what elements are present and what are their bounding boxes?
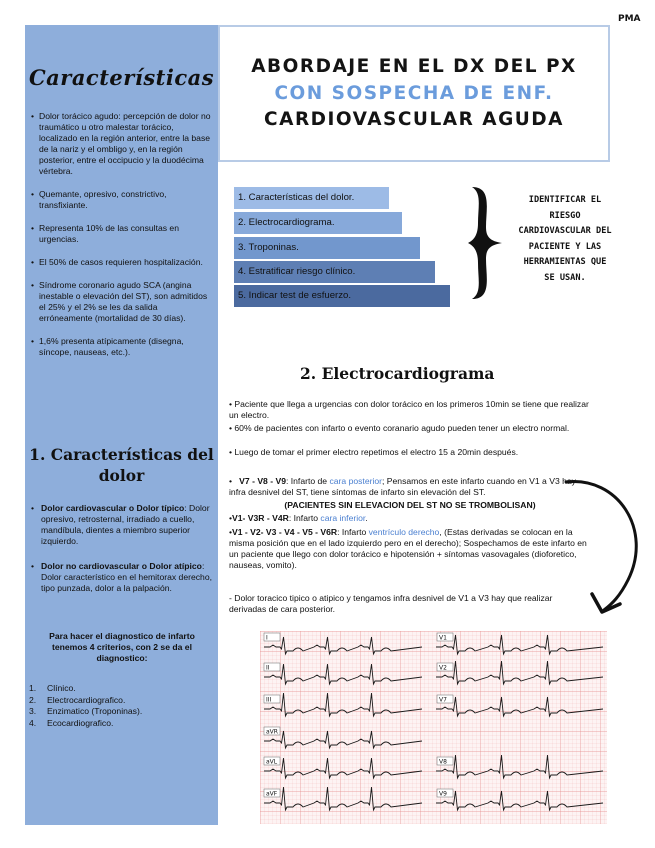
ecg-lead-label-v9	[437, 789, 453, 798]
ecg-lead-label-iii	[264, 695, 280, 704]
list-item: • Dolor torácico agudo: percepción de dolor no traumático u otro malestar torácico, localizado en la región anterior, entre la base de la nariz y el ombligo y, en la región posterior, entre el occipucio y la duodécima vértebra.	[31, 111, 213, 177]
criteria-number: 2.	[29, 694, 37, 705]
ecg-lead-label-v1	[437, 633, 453, 642]
pain-type-label: Dolor no cardiovascular o Dolor atípico	[41, 561, 202, 571]
page-title-line1: ABORDAJE EN EL DX DEL PX	[251, 56, 577, 77]
pain-types-list	[31, 503, 215, 608]
text-span: : Infarto de	[285, 476, 330, 486]
list-item: • Representa 10% de las consultas en urgencias.	[31, 223, 213, 245]
characteristics-list	[31, 111, 213, 370]
ecg-lead-label-i	[264, 633, 280, 642]
right-leads: V1 - V2- V3 - V4 - V5 - V6R	[232, 527, 338, 537]
paragraph: • 60% de pacientes con infarto o evento coranario agudo pueden tener un electro normal.	[229, 423, 570, 433]
page-title-line3: CARDIOVASCULAR AGUDA	[264, 109, 564, 130]
svg-text:II: II	[266, 664, 270, 672]
svg-text:III: III	[266, 696, 272, 704]
step-3: 3. Troponinas.	[234, 237, 420, 259]
criteria-text: Clínico.	[47, 683, 76, 693]
svg-text:I: I	[266, 634, 268, 642]
text-span: : Infarto	[337, 527, 369, 537]
inferior-leads: V1- V3R - V4R	[232, 513, 289, 523]
section1-title: 1. Características del dolor	[29, 445, 214, 485]
ecg-lead-label-ii	[264, 663, 280, 672]
ecg-lead-label-v7	[437, 695, 453, 704]
highlight-text: ventrículo derecho	[368, 527, 440, 537]
list-item: • Quemante, opresivo, constrictivo, transfixiante.	[31, 189, 213, 211]
page-title-line2: CON SOSPECHA DE ENF.	[274, 83, 554, 104]
criteria-number: 3.	[29, 706, 37, 716]
criteria-list	[29, 683, 213, 729]
highlight-text: cara posterior	[329, 476, 383, 486]
identify-line: SE USAN.	[544, 272, 586, 283]
criteria-title: Para hacer el diagnostico de infarto tenemos 4 criterios, con 2 se da el diagnostico:	[49, 631, 195, 663]
identify-line: RIESGO	[549, 210, 581, 221]
highlight-text: cara inferior	[320, 513, 366, 523]
ecg-image	[260, 631, 607, 824]
list-item: • Síndrome coronario agudo SCA (angina inestable o elevación del ST), son admitidos el 25% y el 2% se les da salida erróneamente (mortalidad de 30 días).	[31, 280, 213, 324]
no-thrombolysis-note: (PACIENTES SIN ELEVACION DEL ST NO SE TROMBOLISAN)	[284, 500, 536, 510]
svg-text:V8: V8	[439, 758, 447, 766]
svg-text:aVR: aVR	[266, 728, 278, 736]
ecg-lead-label-avf	[264, 789, 280, 798]
criteria-text: Ecocardiografico.	[47, 717, 114, 728]
curved-arrow-icon	[558, 470, 648, 625]
section2-title: 2. Electrocardiograma	[300, 364, 495, 383]
step-2: 2. Electrocardiograma.	[234, 212, 402, 234]
identify-line: IDENTIFICAR EL	[528, 195, 602, 205]
sidebar	[25, 25, 218, 825]
posterior-leads-paragraph: • V7 - V8 - V9: Infarto de cara posterior; Pensamos en este infarto cuando en V1 a V3 hay infra desnivel del ST, tiene síntomas de infarto sin elevación del ST.	[229, 476, 576, 497]
posterior-leads: V7 - V8 - V9	[239, 476, 286, 486]
pain-type-label: Dolor cardiovascular o Dolor típico	[41, 503, 185, 513]
list-item	[29, 683, 213, 695]
identify-risk-text	[509, 193, 621, 286]
list-item: • El 50% de casos requieren hospitalización.	[31, 257, 213, 268]
svg-text:V2: V2	[439, 664, 447, 672]
closing-paragraph: - Dolor toracico tipico o atipico y tengamos infra desnivel de V1 a V3 hay que realizar derivadas de cara posterior.	[229, 593, 553, 614]
text-span: ; Pensamos en este infarto cuando en V1 a V3 hay infra desnivel del ST, tiene síntomas de infarto sin elevación del ST.	[229, 476, 576, 497]
ecg-lead-label-v8	[437, 757, 453, 766]
text-span: : Infarto	[288, 513, 321, 523]
svg-text:aVL: aVL	[266, 758, 278, 766]
criteria-text: Electrocardiografico.	[47, 694, 126, 705]
step-1: 1. Características del dolor.	[234, 187, 389, 209]
step-5: 5. Indicar test de esfuerzo.	[234, 285, 450, 307]
step-4: 4. Estratificar riesgo clínico.	[234, 261, 435, 283]
ecg-lead-label-avr	[264, 727, 280, 736]
identify-line: CARDIOVASCULAR DEL	[518, 226, 612, 236]
text-span: , (Estas derivadas se colocan en la misma posición que en el lado izquierdo pero en el derecho); Sospechamos de este infarto en un paciente que llego con dolor torácico e hipotensión + síntomas vasovagales (dioforetico, nauseas, vomito).	[229, 527, 587, 570]
curly-brace-icon	[460, 183, 510, 303]
svg-text:V7: V7	[439, 696, 447, 704]
ecg-lead-label-avl	[264, 757, 280, 766]
criteria-text: Enzimatico (Troponinas).	[47, 706, 143, 716]
title-box	[218, 25, 610, 162]
list-item	[29, 695, 213, 707]
svg-text:V9: V9	[439, 790, 447, 798]
list-item	[31, 503, 215, 547]
list-item	[29, 718, 213, 730]
pain-type-text: : Dolor característico en el hemitorax derecho, tipo punzada, dolor a la palpación.	[41, 561, 212, 593]
corner-tag: PMA	[618, 14, 641, 24]
identify-line: PACIENTE Y LAS	[528, 241, 602, 252]
pain-type-text: : Dolor opresivo, retrosternal, irradiado a cuello, mandíbula, dientes a miembro superior izquierdo.	[41, 503, 210, 546]
ecg-lead-label-v2	[437, 663, 453, 672]
svg-text:V1: V1	[439, 634, 447, 642]
identify-line: HERRAMIENTAS QUE	[523, 257, 607, 267]
paragraph: • Luego de tomar el primer electro repetimos el electro 15 a 20min después.	[229, 447, 519, 457]
text-span: .	[365, 513, 368, 523]
inferior-leads-paragraph: •V1- V3R - V4R: Infarto cara inferior.	[229, 513, 368, 523]
svg-text:aVF: aVF	[266, 790, 278, 798]
paragraph: • Paciente que llega a urgencias con dolor torácico en los primeros 10min se tiene que realizar un electro.	[229, 399, 589, 420]
criteria-number: 1.	[29, 683, 37, 693]
sidebar-heading: Características	[28, 65, 215, 90]
list-item	[31, 561, 215, 594]
criteria-number: 4.	[29, 717, 37, 728]
right-ventricle-paragraph: •V1 - V2- V3 - V4 - V5 - V6R: Infarto ventrículo derecho, (Estas derivadas se colocan en la misma posición que en el lado izquierdo pero en el derecho); Sospechamos de este infarto en un paciente que llego con dolor torácico e hipotensión + síntomas vasovagales (dioforetico, nauseas, vomito).	[229, 527, 587, 570]
list-item	[29, 706, 213, 718]
list-item: • 1,6% presenta atípicamente (disegna, síncope, nauseas, etc.).	[31, 336, 213, 358]
